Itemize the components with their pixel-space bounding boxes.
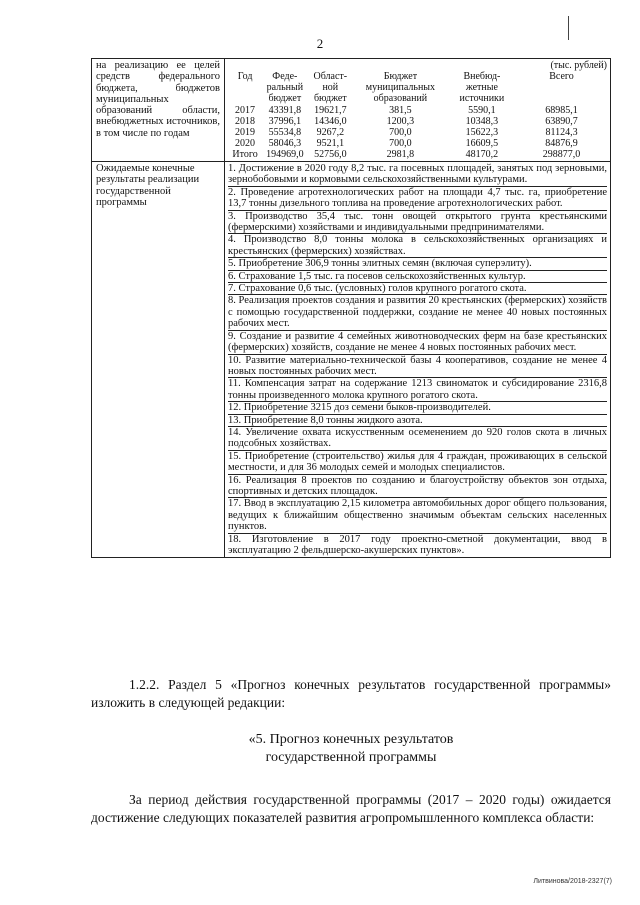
result-item: 11. Компенсация затрат на содержание 1213 свиноматок и субсидирование 2316,8 тонны произведенного молока крупного рогатого скота.	[228, 378, 607, 401]
funding-row-2020	[228, 138, 607, 149]
funding-header-cell: Всего	[549, 71, 574, 82]
funding-cell-federal: 37996,1	[268, 116, 302, 127]
funding-header-cell: Год	[237, 71, 253, 82]
funding-cell-federal: 55534,8	[268, 127, 302, 138]
result-item: 18. Изготовление в 2017 году проектно-сметной документации, ввод в эксплуатацию 2 фельдшерско-акушерских пунктов».	[228, 533, 607, 556]
funding-cell-year: 2018	[235, 116, 256, 127]
funding-cell-municipal: 2981,8	[386, 149, 415, 160]
page-number: 2	[316, 36, 324, 51]
amendment-paragraph: 1.2.2. Раздел 5 «Прогноз конечных результатов государственной программы» изложить в следующей редакции:	[91, 677, 611, 710]
funding-cell-regional: 14346,0	[314, 116, 347, 127]
funding-cell-year: 2020	[235, 138, 256, 149]
funding-row	[92, 59, 611, 162]
funding-header-cell: Бюджет муниципальных образований	[365, 71, 436, 104]
result-item: 9. Создание и развитие 4 семейных животноводческих ферм на базе крестьянских (фермерских) хозяйств, создание не менее 4 новых постоянных рабочих мест.	[228, 330, 607, 354]
result-item: 8. Реализация проектов создания и развития 20 крестьянских (фермерских) хозяйств с помощью государственной поддержки, создание не менее 40 новых постоянных рабочих мест.	[228, 295, 607, 330]
section-heading-line1: «5. Прогноз конечных результатов	[248, 732, 454, 747]
result-item: 3. Производство 35,4 тыс. тонн овощей открытого грунта крестьянскими (фермерскими) хозяйствами и индивидуальными предпринимателями.	[228, 210, 607, 234]
funding-cell-extrabudget: 5590,1	[468, 105, 496, 116]
funding-cell-regional: 9267,2	[316, 127, 345, 138]
funding-cell-regional: 52756,0	[314, 149, 347, 160]
footer-document-code: Литвинова/2018-2327(7)	[533, 878, 612, 885]
funding-cell-year: 2019	[235, 127, 256, 138]
program-passport-table	[91, 58, 611, 558]
funding-label-cell	[92, 59, 225, 162]
funding-cell-federal: 58046,3	[268, 138, 302, 149]
funding-table	[228, 71, 607, 160]
funding-cell-year: 2017	[235, 105, 256, 116]
funding-cell-regional: 9521,1	[316, 138, 345, 149]
funding-header-row	[228, 71, 607, 105]
funding-header-cell: Внебюд-жетные источники	[459, 71, 505, 104]
funding-row-2017	[228, 105, 607, 116]
body-paragraph: За период действия государственной программы (2017 – 2020 годы) ожидается достижение следующих показателей развития агропромышленного комплекса области:	[91, 792, 611, 825]
funding-cell-extrabudget: 16609,5	[465, 138, 499, 149]
result-item: 6. Страхование 1,5 тыс. га посевов сельскохозяйственных культур.	[228, 270, 607, 282]
result-item: 12. Приобретение 3215 доз семени быков-производителей.	[228, 401, 607, 413]
result-item: 7. Страхование 0,6 тыс. (условных) голов крупного рогатого скота.	[228, 282, 607, 294]
section-heading-line2: государственной программы	[265, 750, 437, 765]
funding-cell-extrabudget: 15622,3	[465, 127, 499, 138]
result-item: 16. Реализация 8 проектов по созданию и благоустройству объектов зон отдыха, спортивных и детских площадок.	[228, 474, 607, 497]
result-item: 4. Производство 8,0 тонны молока в сельскохозяйственных организациях и крестьянских (фермерских) хозяйствах.	[228, 234, 607, 257]
result-item: 14. Увеличение охвата искусственным осеменением до 920 голов скота в личных подсобных хозяйствах.	[228, 426, 607, 450]
results-label-cell	[92, 162, 225, 558]
funding-header-cell: Феде-ральный бюджет	[266, 71, 304, 104]
results-label: Ожидаемые конечные результаты реализации государственной программы	[96, 163, 200, 208]
funding-cell-extrabudget: 10348,3	[465, 116, 499, 127]
result-item: 13. Приобретение 8,0 тонны жидкого азота.	[228, 414, 607, 426]
result-item: 1. Достижение в 2020 году 8,2 тыс. га посевных площадей, занятых под зерновыми, зернобобовыми и кормовыми сельскохозяйственными культурами.	[228, 163, 607, 186]
funding-cell-municipal: 1200,3	[386, 116, 415, 127]
funding-cell-federal: 43391,8	[268, 105, 302, 116]
results-row	[92, 162, 611, 558]
funding-cell-federal: 194969,0	[266, 149, 304, 160]
funding-cell-year: Итого	[232, 149, 258, 160]
result-item: 17. Ввод в эксплуатацию 2,15 километра автомобильных дорог общего пользования, ведущих к ближайшим общественно значимым объектам сельских населенных пунктов.	[228, 498, 607, 533]
result-item: 15. Приобретение (строительство) жилья для 4 граждан, проживающих в сельской местности, и для 36 молодых семей и молодых специалистов.	[228, 450, 607, 474]
results-cell	[225, 162, 611, 558]
result-item: 5. Приобретение 306,9 тонны элитных семян (включая суперэлиту).	[228, 257, 607, 269]
funding-cell-extrabudget: 48170,2	[465, 149, 499, 160]
funding-label: на реализацию ее целей средств федерального бюджета, бюджетов муниципальных образований области, внебюджетных источников, в том числе по годам	[96, 60, 220, 139]
funding-cell-municipal: 381,5	[389, 105, 412, 116]
funding-cell-municipal: 700,0	[389, 138, 412, 149]
funding-cell	[225, 59, 611, 162]
funding-cell-municipal: 700,0	[389, 127, 412, 138]
result-item: 10. Развитие материально-технической базы 4 кооперативов, создание не менее 4 новых постоянных рабочих мест.	[228, 354, 607, 377]
funding-cell-regional: 19621,7	[314, 105, 347, 116]
funding-row-2019	[228, 127, 607, 138]
funding-cell-total: 84876,9	[545, 138, 578, 149]
funding-cell-total: 81124,3	[545, 127, 578, 138]
funding-cell-total: 298877,0	[542, 149, 581, 160]
funding-cell-total: 63890,7	[545, 116, 578, 127]
funding-row-2018	[228, 116, 607, 127]
funding-cell-total: 68985,1	[545, 105, 578, 116]
funding-row-total	[228, 149, 607, 160]
result-item: 2. Проведение агротехнологических работ на площади 4,7 тыс. га, приобретение 13,7 тонны дизельного топлива на проведение агротехнологических работ.	[228, 186, 607, 210]
funding-unit: (тыс. рублей)	[550, 60, 607, 71]
funding-header-cell: Област-ной бюджет	[313, 71, 348, 104]
